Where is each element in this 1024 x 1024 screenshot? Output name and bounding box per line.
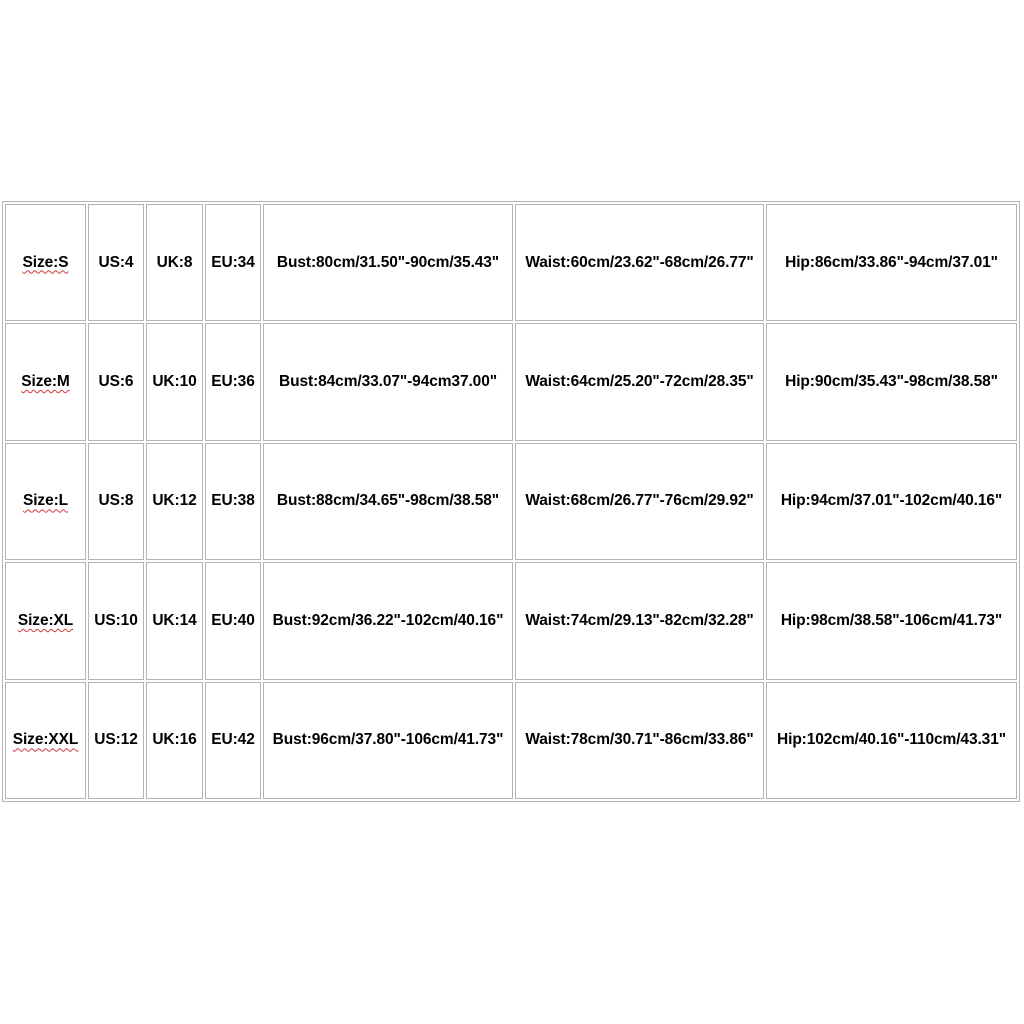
eu-size-cell: EU:42: [205, 682, 261, 799]
bust-cell: Bust:80cm/31.50"-90cm/35.43": [263, 204, 513, 321]
eu-size-cell: EU:40: [205, 562, 261, 679]
us-size-cell: US:8: [88, 443, 144, 560]
eu-size-cell: EU:38: [205, 443, 261, 560]
size-cell: [5, 562, 86, 679]
size-cell: [5, 323, 86, 440]
bust-cell: Bust:88cm/34.65"-98cm/38.58": [263, 443, 513, 560]
uk-size-cell: UK:8: [146, 204, 203, 321]
bust-cell: Bust:96cm/37.80"-106cm/41.73": [263, 682, 513, 799]
waist-cell: Waist:74cm/29.13"-82cm/32.28": [515, 562, 764, 679]
us-size-cell: US:4: [88, 204, 144, 321]
waist-cell: Waist:60cm/23.62"-68cm/26.77": [515, 204, 764, 321]
eu-size-cell: EU:36: [205, 323, 261, 440]
size-row-m: [5, 323, 1017, 440]
us-size-cell: US:12: [88, 682, 144, 799]
size-label: Size:S: [22, 253, 69, 271]
eu-size-cell: EU:34: [205, 204, 261, 321]
size-row-s: [5, 204, 1017, 321]
hip-cell: Hip:86cm/33.86"-94cm/37.01": [766, 204, 1017, 321]
us-size-cell: US:6: [88, 323, 144, 440]
waist-cell: Waist:68cm/26.77"-76cm/29.92": [515, 443, 764, 560]
waist-cell: Waist:78cm/30.71"-86cm/33.86": [515, 682, 764, 799]
waist-cell: Waist:64cm/25.20"-72cm/28.35": [515, 323, 764, 440]
size-chart-table: [2, 201, 1020, 802]
us-size-cell: US:10: [88, 562, 144, 679]
hip-cell: Hip:90cm/35.43"-98cm/38.58": [766, 323, 1017, 440]
size-row-xxl: [5, 682, 1017, 799]
hip-cell: Hip:98cm/38.58"-106cm/41.73": [766, 562, 1017, 679]
size-cell: [5, 443, 86, 560]
size-row-xl: [5, 562, 1017, 679]
uk-size-cell: UK:16: [146, 682, 203, 799]
uk-size-cell: UK:10: [146, 323, 203, 440]
bust-cell: Bust:92cm/36.22"-102cm/40.16": [263, 562, 513, 679]
size-cell: [5, 204, 86, 321]
size-label: Size:XL: [17, 611, 74, 629]
hip-cell: Hip:94cm/37.01"-102cm/40.16": [766, 443, 1017, 560]
size-row-l: [5, 443, 1017, 560]
size-label: Size:M: [21, 373, 70, 391]
hip-cell: Hip:102cm/40.16"-110cm/43.31": [766, 682, 1017, 799]
size-label: Size:L: [22, 492, 69, 510]
uk-size-cell: UK:14: [146, 562, 203, 679]
uk-size-cell: UK:12: [146, 443, 203, 560]
bust-cell: Bust:84cm/33.07"-94cm37.00": [263, 323, 513, 440]
size-cell: [5, 682, 86, 799]
size-label: Size:XXL: [12, 731, 79, 749]
